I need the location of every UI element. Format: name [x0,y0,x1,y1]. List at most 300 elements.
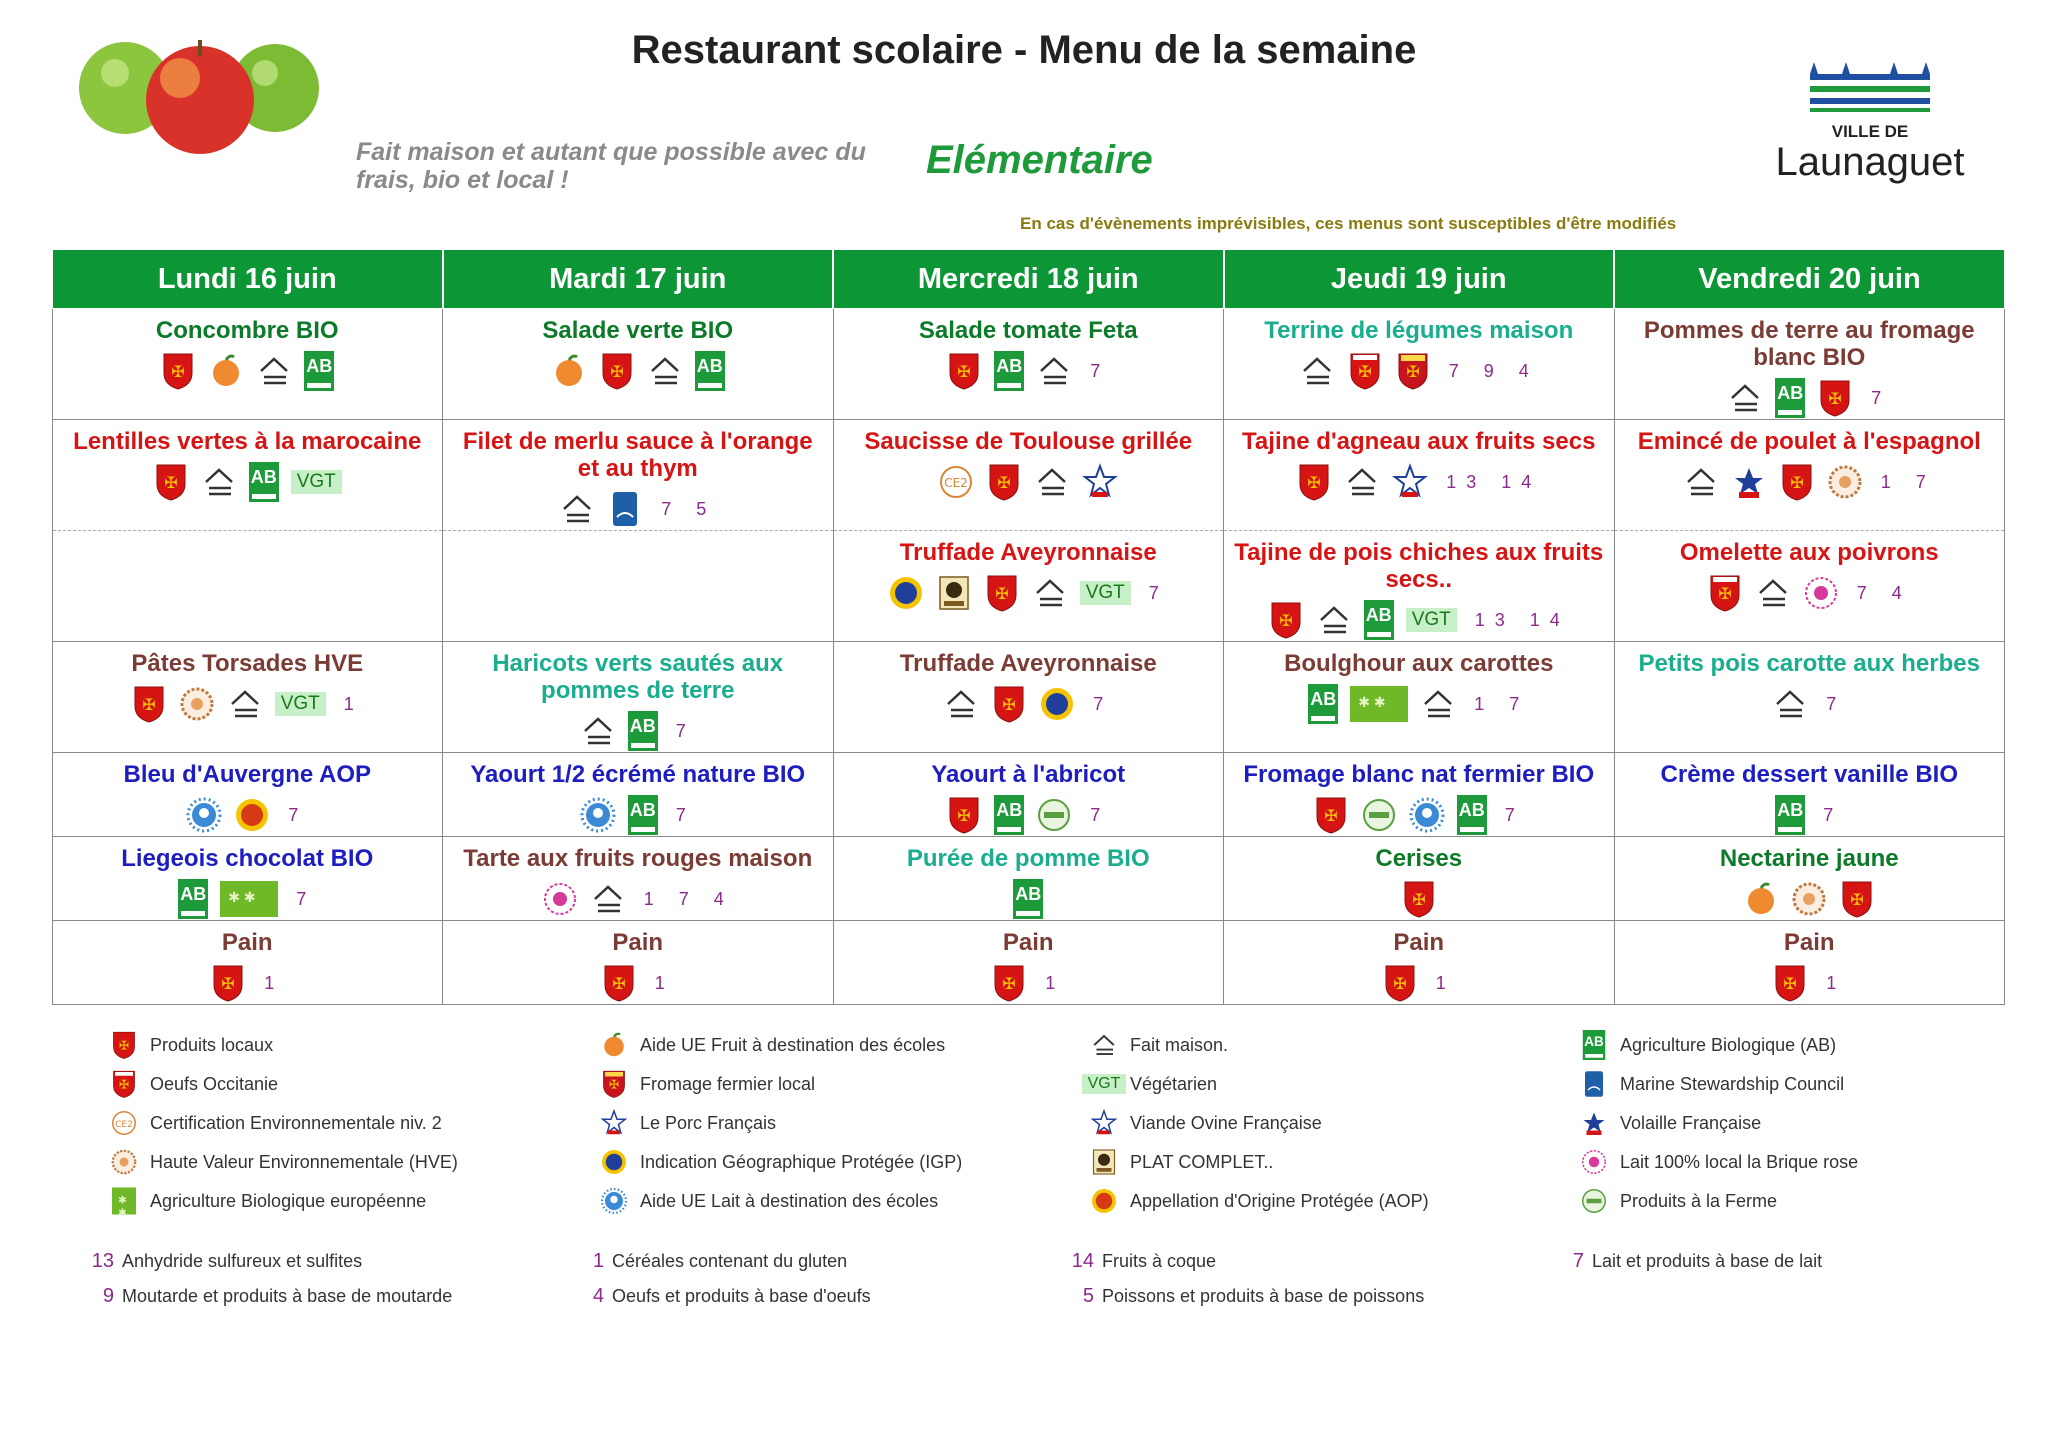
local-products-icon [1313,795,1349,835]
aop-icon [234,795,270,835]
french-ovine-icon [1392,462,1428,502]
legend-item [108,1147,458,1177]
dish-labels [449,710,827,752]
menu-cell [52,531,443,642]
dish-name: Pain [1393,929,1445,956]
menu-body [52,309,2005,1005]
dish-labels [840,461,1218,503]
dish-name: Yaourt à l'abricot [931,761,1126,788]
homemade-icon [1420,684,1456,724]
dish-name: Bleu d'Auvergne AOP [123,761,372,788]
dish-name: Haricots verts sautés aux pommes de terre [492,650,784,704]
menu-cell [443,642,834,753]
dish-labels [1621,878,1999,920]
legend-label: Marine Stewardship Council [1620,1073,1845,1094]
menu-cell [52,642,443,753]
homemade-icon [647,351,683,391]
allergen-legend-item [1060,1285,1424,1308]
allergen-codes: 13 14 [1446,471,1542,492]
allergen-codes: 1 7 [1880,471,1936,492]
legend-label: Produits à la Ferme [1620,1190,1778,1211]
dish-labels [1230,962,1608,1004]
legend-icon-slot [1088,1069,1120,1099]
eu-milk-icon [580,795,616,835]
dish-labels [1621,461,1999,503]
svg-text:✠: ✠ [1002,974,1016,993]
organic-ab-icon: AB [994,351,1024,391]
french-pork-icon [1082,462,1118,502]
subtitle: Fait maison et autant que possible avec du frais, bio et local ! [356,138,866,194]
menu-cell [1224,309,1615,420]
dish-name: Saucisse de Toulouse grillée [864,428,1193,455]
svg-text:✠: ✠ [608,1077,620,1092]
vegetarian-icon: VGT [1082,1074,1127,1094]
organic-ab-icon: AB [695,351,725,391]
local-products-icon [131,684,167,724]
day-header-0: Lundi 16 juin [52,250,443,309]
legend-item [108,1186,426,1216]
allergen-number: 4 [592,1285,604,1307]
eu-organic-icon [1350,686,1408,722]
local-products-icon [991,684,1027,724]
legend-label: Agriculture Biologique (AB) [1620,1034,1837,1055]
msc-icon [1581,1069,1608,1099]
hve-icon [111,1147,138,1177]
local-products-icon [1779,462,1815,502]
menu-cell [52,309,443,420]
svg-text:✠: ✠ [957,362,971,381]
allergen-label: Fruits à coque [1102,1251,1217,1271]
legend-icon-slot [1088,1030,1120,1060]
msc-icon [607,489,643,529]
dish-labels [1230,683,1608,725]
dish-name: Emincé de poulet à l'espagnol [1637,428,1981,455]
dish-labels [1230,461,1608,503]
homemade-icon [256,351,292,391]
allergen-codes: 7 [1093,693,1114,714]
dish-name: Concombre BIO [155,317,339,344]
svg-text:✠: ✠ [221,974,235,993]
menu-cell [833,309,1224,420]
svg-text:✠: ✠ [612,974,626,993]
allergen-codes: 7 [1823,804,1844,825]
menu-cell [833,837,1224,921]
svg-text:✠: ✠ [142,695,156,714]
legend-icon-slot [1578,1147,1610,1177]
menu-cell [833,642,1224,753]
local-products-icon [946,351,982,391]
svg-text:✠: ✠ [1412,890,1426,909]
dish-labels [840,572,1218,614]
allergen-codes: 7 [288,804,309,825]
svg-text:✠: ✠ [1324,806,1338,825]
allergen-codes: 1 [1045,972,1066,993]
dish-labels [59,683,437,725]
menu-cell [1614,642,2005,753]
legend-icon-slot [1088,1147,1120,1177]
legend-item [1088,1186,1429,1216]
allergen-legend-item [1060,1250,1216,1273]
svg-text:CE2: CE2 [115,1119,133,1130]
ce2-certification-icon [111,1108,138,1138]
legend-icon-slot [1578,1030,1610,1060]
svg-text:✠: ✠ [1718,584,1732,603]
menu-cell [1614,531,2005,642]
brique-rose-milk-icon [1803,573,1839,613]
occitanie-eggs-icon [111,1069,138,1099]
homemade-icon [1755,573,1791,613]
local-products-icon [153,462,189,502]
dish-labels [449,488,827,530]
svg-text:✠: ✠ [1393,974,1407,993]
dish-name: Filet de merlu sauce à l'orange et au thym [462,428,813,482]
dish-labels [1621,962,1999,1004]
dish-name: Pain [612,929,664,956]
menu-row [52,837,2005,921]
local-products-icon [1839,879,1875,919]
menu-cell [52,753,443,837]
dish-labels [59,350,437,392]
menu-cell [1614,420,2005,531]
local-products-icon [599,351,635,391]
farm-products-icon [1361,795,1397,835]
menu-cell [833,420,1224,531]
homemade-icon [1344,462,1380,502]
legend-item [1088,1108,1322,1138]
occitanie-eggs-icon [1347,351,1383,391]
allergen-label: Oeufs et produits à base d'oeufs [612,1286,871,1306]
hve-icon [179,684,215,724]
dish-labels [840,683,1218,725]
allergen-legend-item [80,1285,452,1308]
dish-labels [449,962,827,1004]
svg-text:CE2: CE2 [944,476,969,490]
legend-label: PLAT COMPLET.. [1130,1151,1274,1172]
legend-icon-slot [598,1186,630,1216]
organic-ab-icon: AB [249,462,279,502]
allergen-number: 14 [1071,1250,1094,1272]
local-products-icon [984,573,1020,613]
menu-cell [1224,753,1615,837]
dish-labels [840,962,1218,1004]
organic-ab-icon: AB [1364,600,1394,640]
homemade-icon [1316,600,1352,640]
french-poultry-icon [1731,462,1767,502]
homemade-icon [559,489,595,529]
french-pork-icon [601,1108,628,1138]
organic-ab-icon: AB [1775,795,1805,835]
organic-ab-icon: AB [628,711,658,751]
svg-text:✠: ✠ [1406,362,1420,381]
organic-ab-icon: AB [628,795,658,835]
legend-icon-slot [1088,1186,1120,1216]
eu-organic-icon [112,1188,136,1215]
organic-ab-icon: AB [304,351,334,391]
logo-text-town: Launaguet [1775,140,1965,184]
dish-name: Pommes de terre au fromage blanc BIO [1643,317,1975,371]
allergen-number: 7 [1572,1250,1584,1272]
igp-icon [601,1147,628,1177]
legend-icon-slot [108,1147,140,1177]
day-header-3: Jeudi 19 juin [1224,250,1615,309]
farm-cheese-icon [601,1069,628,1099]
organic-ab-icon: AB [1308,684,1338,724]
farm-products-icon [1581,1186,1608,1216]
legend-item [1578,1108,1761,1138]
full-meal-icon [1091,1147,1118,1177]
homemade-icon [1036,351,1072,391]
igp-icon [1039,684,1075,724]
organic-ab-icon: AB [1457,795,1487,835]
legend-icon-slot [598,1147,630,1177]
legend-label: Volaille Française [1620,1112,1762,1133]
svg-text:✠: ✠ [610,362,624,381]
svg-text:✠: ✠ [164,473,178,492]
allergen-legend-item [570,1250,847,1273]
legend-label: Aide UE Lait à destination des écoles [640,1190,939,1211]
legend-icon-slot [1578,1186,1610,1216]
homemade-icon [1683,462,1719,502]
local-products-icon [946,795,982,835]
allergen-label: Céréales contenant du gluten [612,1251,848,1271]
legend-icon-slot [598,1030,630,1060]
legend-label: Agriculture Biologique européenne [150,1190,427,1211]
dish-labels [840,794,1218,836]
legend-icon-slot [108,1186,140,1216]
homemade-icon [1772,684,1808,724]
legend-item [108,1108,442,1138]
homemade-icon [201,462,237,502]
allergen-label: Lait et produits à base de lait [1592,1251,1823,1271]
local-products-icon [601,963,637,1003]
menu-cell [443,531,834,642]
menu-cell [1614,837,2005,921]
svg-text:✠: ✠ [118,1077,130,1092]
allergen-label: Anhydride sulfureux et sulfites [122,1251,363,1271]
dish-name: Cerises [1375,845,1463,872]
dish-name: Fromage blanc nat fermier BIO [1243,761,1595,788]
legend-item [598,1186,938,1216]
allergen-codes: 1 7 4 [643,888,734,909]
svg-text:✠: ✠ [957,806,971,825]
svg-text:✠: ✠ [1783,974,1797,993]
svg-text:✠: ✠ [1002,695,1016,714]
legend-icon-slot [1088,1108,1120,1138]
dish-labels [59,794,437,836]
local-products-icon [210,963,246,1003]
local-products-icon [1382,963,1418,1003]
allergen-codes: 7 9 4 [1448,360,1539,381]
aop-icon [1091,1186,1118,1216]
dish-name: Salade verte BIO [542,317,734,344]
french-ovine-icon [1091,1108,1118,1138]
organic-ab-icon: AB [1775,378,1805,418]
menu-row [52,642,2005,753]
legend-icon-slot [108,1069,140,1099]
menu-cell [833,531,1224,642]
dish-name: Pâtes Torsades HVE [131,650,364,677]
legend-label: Lait 100% local la Brique rose [1620,1151,1859,1172]
menu-cell [1614,921,2005,1005]
local-products-icon [1296,462,1332,502]
dish-name: Terrine de légumes maison [1264,317,1574,344]
legend-item [108,1030,273,1060]
dish-labels [59,878,437,920]
day-header-2: Mercredi 18 juin [833,250,1224,309]
svg-text:✠: ✠ [171,362,185,381]
menu-table [51,249,2005,1005]
legend-item [108,1069,278,1099]
vegetarian-icon: VGT [1406,608,1457,632]
legend-label: Indication Géographique Protégée (IGP) [640,1151,963,1172]
allergen-codes: 7 [1826,693,1847,714]
day-header-4: Vendredi 20 juin [1614,250,2005,309]
dish-labels [59,962,437,1004]
dish-name: Pain [1002,929,1054,956]
organic-ab-icon: AB [1583,1030,1606,1060]
allergen-number: 1 [592,1250,604,1272]
menu-cell [1614,753,2005,837]
svg-text:✠: ✠ [1278,611,1293,630]
menu-cell [52,420,443,531]
local-products-icon [1401,879,1437,919]
dish-name: Petits pois carotte aux herbes [1638,650,1980,677]
legend-item [1578,1186,1777,1216]
allergen-codes: 1 [264,972,285,993]
dish-name: Purée de pomme BIO [906,845,1150,872]
dish-name: Tajine d'agneau aux fruits secs [1242,428,1596,455]
dish-name: Lentilles vertes à la marocaine [73,428,422,455]
svg-text:✠: ✠ [997,473,1011,492]
menu-cell [833,753,1224,837]
local-products-icon [160,351,196,391]
menu-cell [443,753,834,837]
svg-text:✠: ✠ [118,1038,130,1053]
dish-name: Tajine de pois chiches aux fruits secs.. [1234,539,1604,593]
menu-cell [443,420,834,531]
menu-row [52,420,2005,531]
occitanie-eggs-icon [1707,573,1743,613]
day-header-1: Mardi 17 juin [443,250,834,309]
eu-milk-icon [601,1186,628,1216]
legend-item [1578,1069,1844,1099]
dish-name: Boulghour aux carottes [1284,650,1554,677]
dish-labels [449,878,827,920]
full-meal-icon [936,573,972,613]
eu-organic-icon [220,881,278,917]
legend-item [1578,1030,1836,1060]
svg-text:✠: ✠ [1790,473,1804,492]
dish-labels [1621,377,1999,419]
legend-item [598,1030,945,1060]
legend-item [598,1108,776,1138]
legend-item [598,1147,962,1177]
homemade-icon [943,684,979,724]
menu-cell [1224,837,1615,921]
dish-name: Liegeois chocolat BIO [121,845,374,872]
eu-fruit-icon [208,351,244,391]
dish-name: Crème dessert vanille BIO [1660,761,1958,788]
menu-row [52,753,2005,837]
local-products-icon [991,963,1027,1003]
local-products-icon [1268,600,1304,640]
organic-ab-icon: AB [178,879,208,919]
menu-cell [52,921,443,1005]
eu-fruit-icon [1743,879,1779,919]
menu-cell [1224,531,1615,642]
vegetarian-icon: VGT [1080,581,1131,605]
allergen-legend-item [1550,1250,1822,1273]
dish-labels [449,350,827,392]
legend-label: Fait maison. [1130,1034,1229,1055]
allergen-codes: 7 4 [1856,582,1912,603]
local-products-icon [986,462,1022,502]
legend-item [598,1069,815,1099]
allergen-codes: 7 [1090,360,1111,381]
menu-row [52,921,2005,1005]
legend-label: Certification Environnementale niv. 2 [150,1112,442,1133]
homemade-icon [227,684,263,724]
dish-labels [1621,572,1999,614]
french-poultry-icon [1581,1108,1608,1138]
hve-icon [1791,879,1827,919]
legend-label: Produits locaux [150,1034,274,1055]
legend-item [1088,1147,1273,1177]
legend-label: Fromage fermier local [640,1073,816,1094]
dish-labels [1230,350,1608,392]
dish-name: Yaourt 1/2 écrémé nature BIO [470,761,806,788]
homemade-icon [590,879,626,919]
allergen-legend-item [570,1285,871,1308]
legend-icon-slot [108,1108,140,1138]
dish-labels [1621,683,1999,725]
day-header-row [52,250,2005,309]
legend-icon-slot [1578,1108,1610,1138]
dish-labels [1621,794,1999,836]
svg-text:✠: ✠ [995,584,1009,603]
allergen-codes: 7 [675,720,696,741]
allergen-codes: 1 7 [1474,693,1530,714]
legend-label: Aide UE Fruit à destination des écoles [640,1034,946,1055]
legend-icon-slot [598,1069,630,1099]
svg-text:✠: ✠ [1307,473,1321,492]
menu-row [52,531,2005,642]
igp-icon [888,573,924,613]
svg-text:✠: ✠ [1358,362,1372,381]
brique-rose-milk-icon [542,879,578,919]
local-products-icon [1772,963,1808,1003]
dish-name: Salade tomate Feta [918,317,1138,344]
dish-name: Omelette aux poivrons [1679,539,1939,566]
legend-icon-slot [598,1108,630,1138]
menu-cell [1614,309,2005,420]
farm-products-icon [1036,795,1072,835]
allergen-codes: 1 [343,693,364,714]
vegetarian-icon: VGT [275,692,326,716]
legend-label: Végétarien [1130,1073,1218,1094]
legend-item [1088,1030,1228,1060]
menu-cell [443,837,834,921]
local-products-icon [1817,378,1853,418]
allergen-codes: 13 14 [1474,609,1570,630]
homemade-icon [580,711,616,751]
legend-icon-slot [1578,1069,1610,1099]
allergen-label: Poissons et produits à base de poissons [1102,1286,1425,1306]
legend-label: Appellation d'Origine Protégée (AOP) [1130,1190,1429,1211]
dish-labels [59,461,437,503]
homemade-icon [1091,1030,1118,1060]
menu-cell [1224,642,1615,753]
